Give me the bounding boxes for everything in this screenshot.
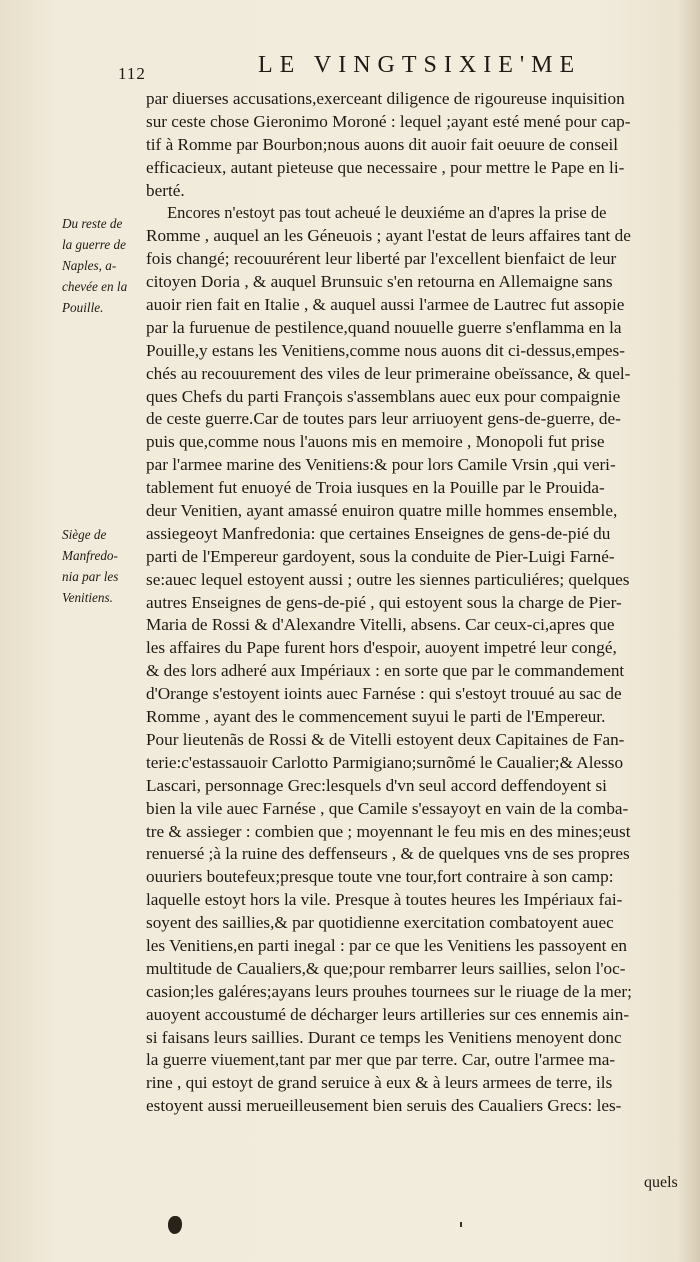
text-line: par l'armee marine des Venitiens:& pour lors Camile Vrsin ,qui veri- bbox=[146, 455, 616, 475]
text-line: Romme , auquel an les Géneuois ; ayant l'estat de leurs affaires tant de bbox=[146, 226, 631, 246]
ink-speck bbox=[460, 1222, 462, 1227]
margin-note: Du reste de la guerre de Naples, a- chevée en la Pouille. bbox=[62, 216, 128, 315]
text-line: puis que,comme nous l'auons mis en memoire , Monopoli fut prise bbox=[146, 432, 605, 452]
text-line: tif à Romme par Bourbon;nous auons dit auoir fait oeuure de conseil bbox=[146, 134, 619, 154]
text-line: ques Chefs du parti François s'assemblans auec eux pour compaignie bbox=[146, 386, 621, 406]
text-line: assiegeoyt Manfredonia: que certaines Enseignes de gens-de-pié du bbox=[146, 523, 611, 543]
text-line: les affaires du Pape furent hors d'espoir, auoyent impetré leur congé, bbox=[146, 638, 617, 658]
text-line: Pouille,y estans les Venitiens,comme nous auons dit ci-dessus,empes- bbox=[146, 340, 625, 360]
text-line: si faisans leurs saillies. Durant ce temps les Venitiens menoyent donc bbox=[146, 1027, 622, 1047]
text-line: soyent des saillies,& par quotidienne exercitation combatoyent auec bbox=[146, 913, 614, 933]
text-line: Maria de Rossi & d'Alexandre Vitelli, absens. Car ceux-ci,apres que bbox=[146, 615, 615, 635]
page-number: 112 bbox=[118, 64, 146, 83]
text-line: Encores n'estoyt pas tout acheué le deuxiéme an d'apres la prise de bbox=[167, 203, 607, 223]
text-line: tre & assieger : combien que ; moyennant le feu mis en des mines;eust bbox=[146, 821, 631, 841]
text-line: efficacieux, autant pieteuse que necessaire , pour mettre le Pape en li- bbox=[146, 157, 625, 177]
catchword: quels bbox=[644, 1174, 678, 1191]
text-line: par diuerses accusations,exerceant diligence de rigoureuse inquisition bbox=[146, 89, 625, 108]
text-line: estoyent aussi merueilleusement bien seruis des Caualiers Grecs: les- bbox=[146, 1096, 622, 1116]
text-line: sur ceste chose Gieronimo Moroné : lequel ;ayant esté mené pour cap- bbox=[146, 111, 631, 131]
page-edge-shadow bbox=[678, 0, 700, 1262]
margin-note: Siège de Manfredo- nia par les Venitiens. bbox=[62, 527, 119, 605]
text-line: la guerre viuement,tant par mer que par terre. Car, outre l'armee ma- bbox=[146, 1050, 616, 1070]
text-line: citoyen Doria , & auquel Brunsuic s'en retourna en Allemaigne sans bbox=[146, 272, 613, 292]
text-line: terie:c'estassauoir Carlotto Parmigiano;surnõmé le Caualier;& Alesso bbox=[146, 752, 624, 772]
text-line: Romme , ayant des le commencement suyui le parti de l'Empereur. bbox=[146, 707, 606, 727]
text-line: renuersé ;à la ruine des deffenseurs , & de quelques vns de ses propres bbox=[146, 844, 630, 864]
text-line: rine , qui estoyt de grand seruice à eux & à leurs armees de terre, ils bbox=[146, 1073, 613, 1093]
running-head: LE VINGTSIXIE'ME bbox=[258, 52, 582, 78]
text-line: chés au recouurement des viles de leur primeraine obeïssance, & quel- bbox=[146, 363, 631, 383]
text-line: parti de l'Empereur gardoyent, sous la conduite de Pier-Luigi Farné- bbox=[146, 546, 615, 566]
text-line: & des lors adheré aux Impériaux : en sorte que par le commandement bbox=[146, 661, 625, 681]
text-line: ouuriers boutefeux;presque toute vne tour,fort contraire à son camp: bbox=[146, 867, 614, 887]
text-line: se:auec lequel estoyent aussi ; outre les siennes particuliéres; quelques bbox=[146, 569, 630, 589]
body-text bbox=[146, 88, 681, 1118]
text-line: laquelle estoyt hors la vile. Presque à toutes heures les Impériaux fai- bbox=[146, 890, 623, 910]
text-line: d'Orange s'estoyent ioints auec Farnése : qui s'estoyt trouué au sac de bbox=[146, 684, 622, 704]
text-line: par la furuenue de pestilence,quand nouuelle guerre s'enflamma en la bbox=[146, 317, 622, 337]
text-line: les Venitiens,en parti inegal : par ce que les Venitiens les passoyent en bbox=[146, 935, 627, 955]
text-line: berté. bbox=[146, 180, 185, 200]
ink-blot bbox=[168, 1216, 182, 1234]
text-line: de ceste guerre.Car de toutes pars leur arriuoyent gens-de-guerre, de- bbox=[146, 409, 621, 429]
text-line: fois changé; recouurérent leur liberté par l'excellent bienfaict de leur bbox=[146, 249, 617, 269]
text-line: bien la vile auec Farnése , que Camile s'essayoyt en vain de la comba- bbox=[146, 798, 629, 818]
text-line: auoyent accoustumé de décharger leurs artilleries sur ces ennemis ain- bbox=[146, 1004, 630, 1024]
text-line: autres Enseignes de gens-de-pié , qui estoyent sous la charge de Pier- bbox=[146, 592, 622, 612]
text-line: Lascari, personnage Grec:lesquels d'vn seul accord deffendoyent si bbox=[146, 775, 607, 795]
text-line: deur Venitien, ayant amassé enuiron quatre mille hommes ensemble, bbox=[146, 501, 618, 521]
text-line: Pour lieutenãs de Rossi & de Vitelli estoyent deux Capitaines de Fan- bbox=[146, 729, 625, 749]
text-line: tablement fut enuoyé de Troia iusques en la Pouille par le Prouida- bbox=[146, 478, 605, 498]
text-line: auoir rien fait en Italie , & auquel aussi l'armee de Lautrec fut assopie bbox=[146, 295, 625, 315]
text-line: casion;les galéres;ayans leurs prouhes tournees sur le riuage de la mer; bbox=[146, 981, 632, 1001]
text-line: multitude de Caualiers,& que;pour rembarrer leurs saillies, selon l'oc- bbox=[146, 958, 626, 978]
